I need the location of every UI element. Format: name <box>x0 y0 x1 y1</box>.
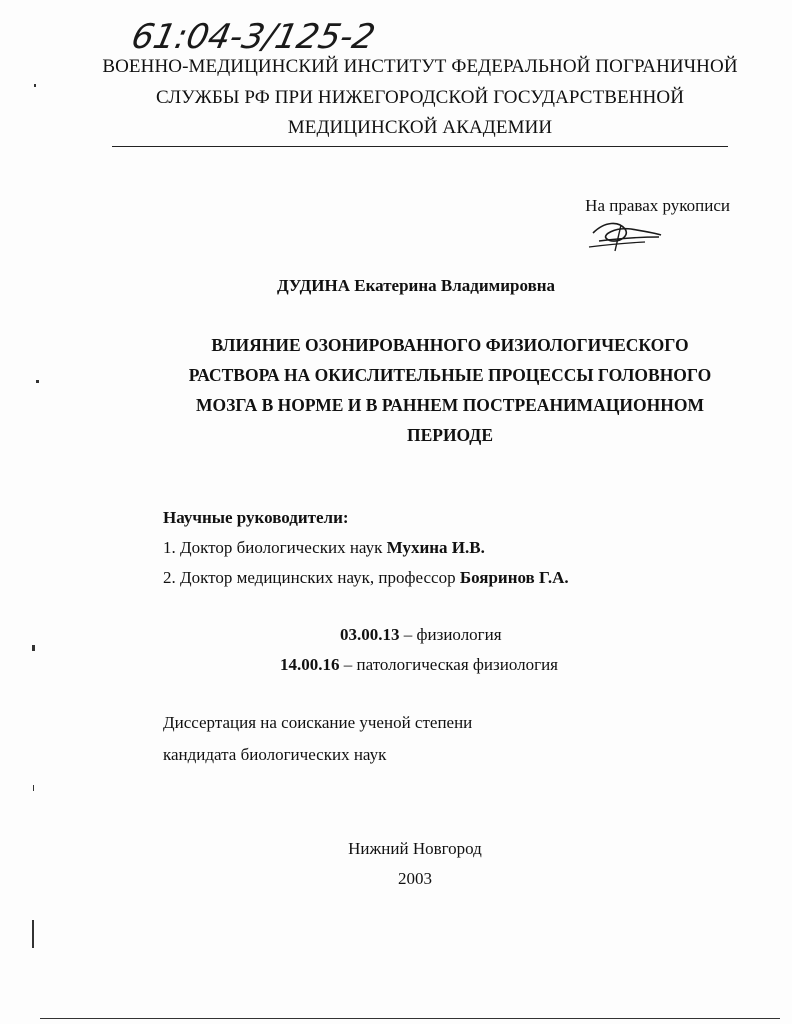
year: 2003 <box>398 869 432 888</box>
scan-speck <box>34 84 36 87</box>
header-divider <box>112 146 728 147</box>
title-line-3: МОЗГА В НОРМЕ И В РАННЕМ ПОСТРЕАНИМАЦИОННОМ <box>195 395 705 415</box>
supervisor-credentials: 1. Доктор биологических наук <box>163 538 387 557</box>
specialty-label: – физиология <box>399 625 502 644</box>
scan-speck <box>36 380 39 383</box>
signature-mark <box>585 215 665 255</box>
dissertation-title <box>100 330 792 450</box>
scan-speck <box>33 785 34 791</box>
handwritten-catalog-number <box>126 10 426 58</box>
degree-line-2: кандидата биологических наук <box>163 745 387 764</box>
specialty-item <box>160 620 740 650</box>
degree-line-1: Диссертация на соискание ученой степени <box>163 713 473 732</box>
degree-statement <box>163 707 723 771</box>
scan-speck <box>32 920 34 948</box>
institution-line-1: ВОЕННО-МЕДИЦИНСКИЙ ИНСТИТУТ ФЕДЕРАЛЬНОЙ ПОГРАНИЧНОЙ <box>102 56 738 77</box>
bottom-scan-edge <box>40 1018 780 1019</box>
supervisors-heading: Научные руководители: <box>163 508 349 527</box>
institution-line-2: СЛУЖБЫ РФ ПРИ НИЖЕГОРОДСКОЙ ГОСУДАРСТВЕННОЙ <box>155 86 685 108</box>
supervisors-block <box>163 503 723 593</box>
institution-name <box>100 52 740 144</box>
rights-note: На правах рукописи <box>585 196 730 215</box>
supervisor-item <box>163 533 723 563</box>
title-line-4: ПЕРИОДЕ <box>406 425 494 445</box>
author-name: ДУДИНА Екатерина Владимировна <box>276 276 556 295</box>
supervisor-item <box>163 563 723 593</box>
supervisor-name: Мухина И.В. <box>386 538 485 557</box>
specialty-code: 03.00.13 <box>340 625 400 644</box>
institution-line-3: МЕДИЦИНСКОЙ АКАДЕМИИ <box>287 117 553 138</box>
specialty-item <box>160 650 740 680</box>
supervisor-name: Бояринов Г.А. <box>459 568 569 587</box>
scan-speck <box>32 645 35 651</box>
supervisor-credentials: 2. Доктор медицинских наук, профессор <box>163 568 460 587</box>
specialty-codes <box>160 620 740 680</box>
title-line-1: ВЛИЯНИЕ ОЗОНИРОВАННОГО ФИЗИОЛОГИЧЕСКОГО <box>211 335 689 355</box>
handwritten-catalog-text: 61:04-3/125-2 <box>128 17 379 57</box>
specialty-code: 14.00.16 <box>280 655 340 674</box>
title-line-2: РАСТВОРА НА ОКИСЛИТЕЛЬНЫЕ ПРОЦЕССЫ ГОЛОВНОГО <box>188 365 712 385</box>
city: Нижний Новгород <box>348 839 482 858</box>
specialty-label: – патологическая физиология <box>339 655 558 674</box>
